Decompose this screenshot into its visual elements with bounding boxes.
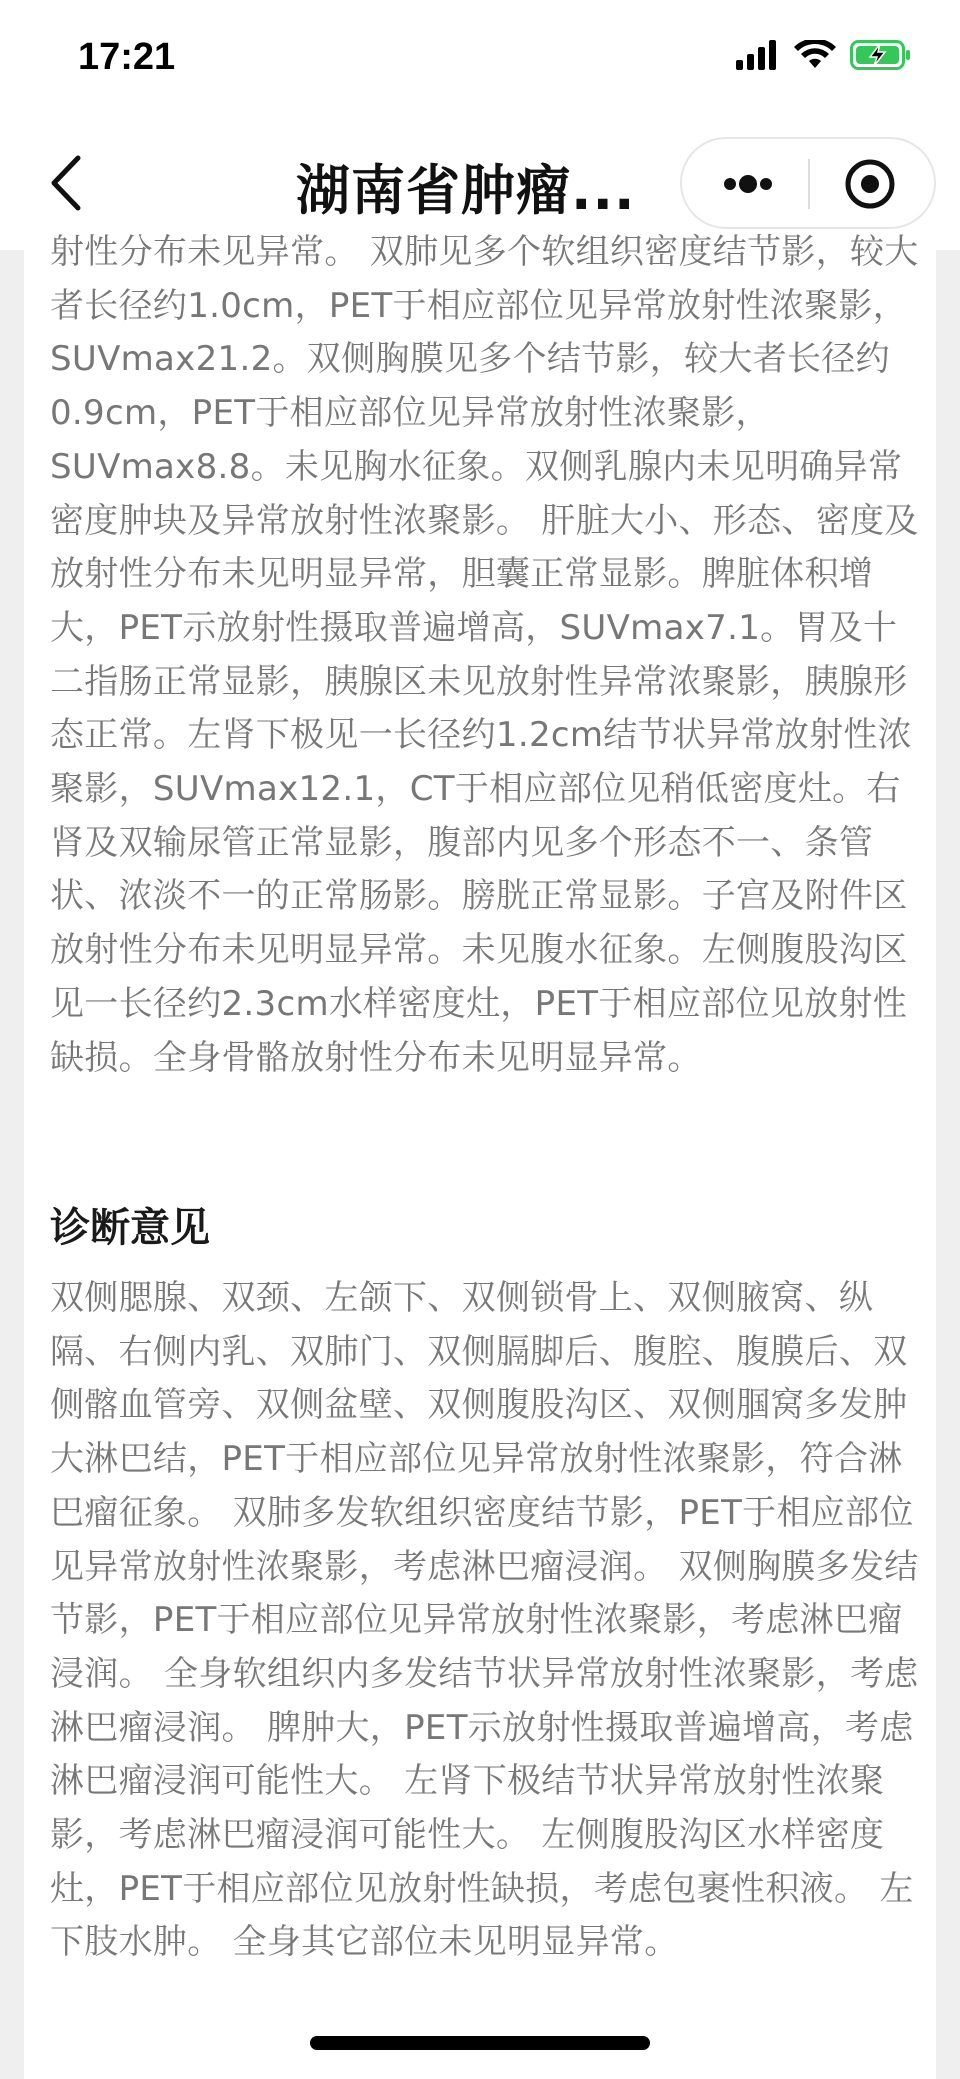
findings-text: 射性分布未见异常。 双肺见多个软组织密度结节影，较大者长径约1.0cm，PET于相应部位见异常放射性浓聚影，SUVmax21.2。双侧胸膜见多个结节影，较大者长径约0.9cm，PET于相应部位见异常放射性浓聚影，SUVmax8.8。未见胸水征象。双侧乳腺内未见明确异常密度肿块及异常放射性浓聚影。 肝脏大小、形态、密度及放射性分布未见明显异常，胆囊正常显影。脾脏体积增大，PET示放射性摄取普遍增高，SUVmax7.1。胃及十二指肠正常显影，胰腺区未见放射性异常浓聚影，胰腺形态正常。左肾下极见一长径约1.2cm结节状异常放射性浓聚影，SUVmax12.1，CT于相应部位见稍低密度灶。右肾及双输尿管正常显影，腹部内见多个形态不一、条管状、浓淡不一的正常肠影。膀胱正常显影。子宫及附件区放射性分布未见明显异常。未见腹水征象。左侧腹股沟区见一长径约2.3cm水样密度灶，PET于相应部位见放射性缺损。全身骨骼放射性分布未见明显异常。 <box>50 232 919 1078</box>
mini-program-capsule <box>680 137 936 229</box>
status-bar <box>0 0 960 120</box>
battery-charging-icon <box>850 40 912 74</box>
close-button[interactable] <box>822 153 918 215</box>
capsule-divider <box>808 159 810 209</box>
back-chevron-icon <box>40 203 100 222</box>
close-target-icon <box>822 200 918 219</box>
status-time: 17:21 <box>78 36 176 78</box>
signal-icon <box>736 40 780 74</box>
page-title: 湖南省肿瘤... <box>296 159 636 222</box>
status-icons <box>736 40 912 74</box>
more-button[interactable] <box>700 155 796 213</box>
report-content <box>24 232 936 2079</box>
more-dots-icon <box>700 198 796 217</box>
diagnosis-text: 双侧腮腺、双颈、左颌下、双侧锁骨上、双侧腋窝、纵隔、右侧内乳、双肺门、双侧膈脚后、腹腔、腹膜后、双侧髂血管旁、双侧盆壁、双侧腹股沟区、双侧腘窝多发肿大淋巴结，PET于相应部位见异常放射性浓聚影，符合淋巴瘤征象。 双肺多发软组织密度结节影，PET于相应部位见异常放射性浓聚影，考虑淋巴瘤浸润。 双侧胸膜多发结节影，PET于相应部位见异常放射性浓聚影，考虑淋巴瘤浸润。 全身软组织内多发结节状异常放射性浓聚影，考虑淋巴瘤浸润。 脾肿大，PET示放射性摄取普遍增高，考虑淋巴瘤浸润可能性大。 左肾下极结节状异常放射性浓聚影，考虑淋巴瘤浸润可能性大。 左侧腹股沟区水样密度灶，PET于相应部位见放射性缺损，考虑包裹性积液。 左下肢水肿。 全身其它部位未见明显异常。 <box>50 1278 919 1963</box>
back-button[interactable] <box>40 148 100 218</box>
diagnosis-heading: 诊断意见 <box>50 1205 210 1251</box>
home-indicator <box>310 2036 650 2050</box>
wifi-icon <box>794 40 836 74</box>
